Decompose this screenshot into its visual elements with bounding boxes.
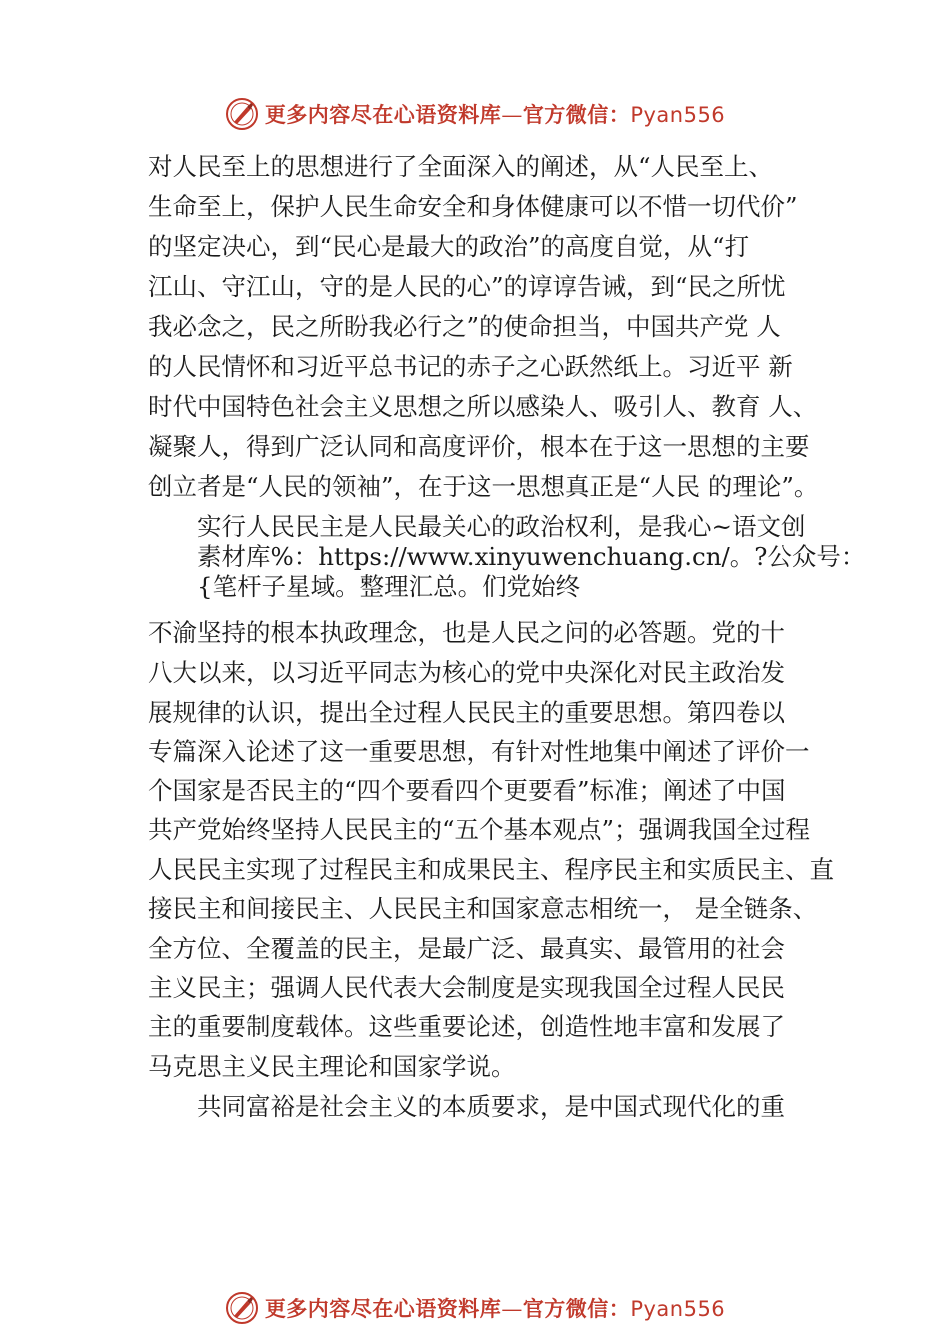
text-line: 马克思主义民主理论和国家学说。 <box>148 1052 516 1081</box>
text-line: 时代中国特色社会主义思想之所以感染人、吸引人、教育 人、 <box>148 392 818 421</box>
text-line: 展规律的认识，提出全过程人民民主的重要思想。第四卷以 <box>148 698 785 727</box>
text-line: 共产党始终坚持人民民主的“五个基本观点”；强调我国全过程 <box>148 815 811 844</box>
text-line: 接民主和间接民主、人民民主和国家意志相统一， 是全链条、 <box>148 894 818 923</box>
pen-emblem-icon <box>225 97 259 131</box>
text-line: 人民民主实现了过程民主和成果民主、程序民主和实质民主、直 <box>148 855 834 884</box>
inserted-note-line: 素材库%：https://www.xinyuwenchuang.cn/。?公众号： <box>197 542 866 571</box>
banner-wechat-label: 官方微信： <box>522 102 631 127</box>
banner-wechat-id: Pyan556 <box>630 1297 726 1321</box>
banner-wechat-label: 官方微信： <box>522 1296 631 1321</box>
text-line: 的人民情怀和习近平总书记的赤子之心跃然纸上。习近平 新 <box>148 352 793 381</box>
text-line: 个国家是否民主的“四个要看四个更要看”标准；阐述了中国 <box>148 776 786 805</box>
text-line: 共同富裕是社会主义的本质要求，是中国式现代化的重 <box>197 1092 785 1121</box>
text-line: 的坚定决心，到“民心是最大的政治”的高度自觉，从“打 <box>148 232 750 261</box>
banner-text <box>265 99 725 129</box>
text-line: 主义民主；强调人民代表大会制度是实现我国全过程人民民 <box>148 973 785 1002</box>
text-line: 生命至上，保护人民生命安全和身体健康可以不惜一切代价” <box>148 192 798 221</box>
header-banner <box>0 94 950 134</box>
inserted-note-line: {笔杆子星域。整理汇总。们党始终 <box>197 572 581 601</box>
text-line: 全方位、全覆盖的民主，是最广泛、最真实、最管用的社会 <box>148 934 785 963</box>
text-line: 创立者是“人民的领袖”，在于这一思想真正是“人民 的理论”。 <box>148 472 819 501</box>
pen-emblem-icon <box>225 1291 259 1325</box>
banner-site-text: 更多内容尽在心语资料库 <box>264 1296 502 1321</box>
banner-dash: — <box>501 1297 523 1321</box>
text-line: 专篇深入论述了这一重要思想，有针对性地集中阐述了评价一 <box>148 737 810 766</box>
banner-wechat-id: Pyan556 <box>630 103 726 127</box>
inserted-note-line: 实行人民民主是人民最关心的政治权利，是我心~语文创 <box>197 512 806 541</box>
text-line: 主的重要制度载体。这些重要论述，创造性地丰富和发展了 <box>148 1012 785 1041</box>
text-line: 江山、守江山，守的是人民的心”的谆谆告诫，到“民之所忧 <box>148 272 786 301</box>
text-line: 不渝坚持的根本执政理念，也是人民之问的必答题。党的十 <box>148 618 785 647</box>
banner-text <box>265 1293 725 1323</box>
text-line: 八大以来，以习近平同志为核心的党中央深化对民主政治发 <box>148 658 785 687</box>
banner-site-text: 更多内容尽在心语资料库 <box>264 102 502 127</box>
text-line: 对人民至上的思想进行了全面深入的阐述，从“人民至上、 <box>148 152 774 181</box>
text-line: 凝聚人，得到广泛认同和高度评价，根本在于这一思想的主要 <box>148 432 810 461</box>
footer-banner <box>0 1288 950 1328</box>
text-line: 我必念之，民之所盼我必行之”的使命担当，中国共产党 人 <box>148 312 781 341</box>
banner-dash: — <box>501 103 523 127</box>
